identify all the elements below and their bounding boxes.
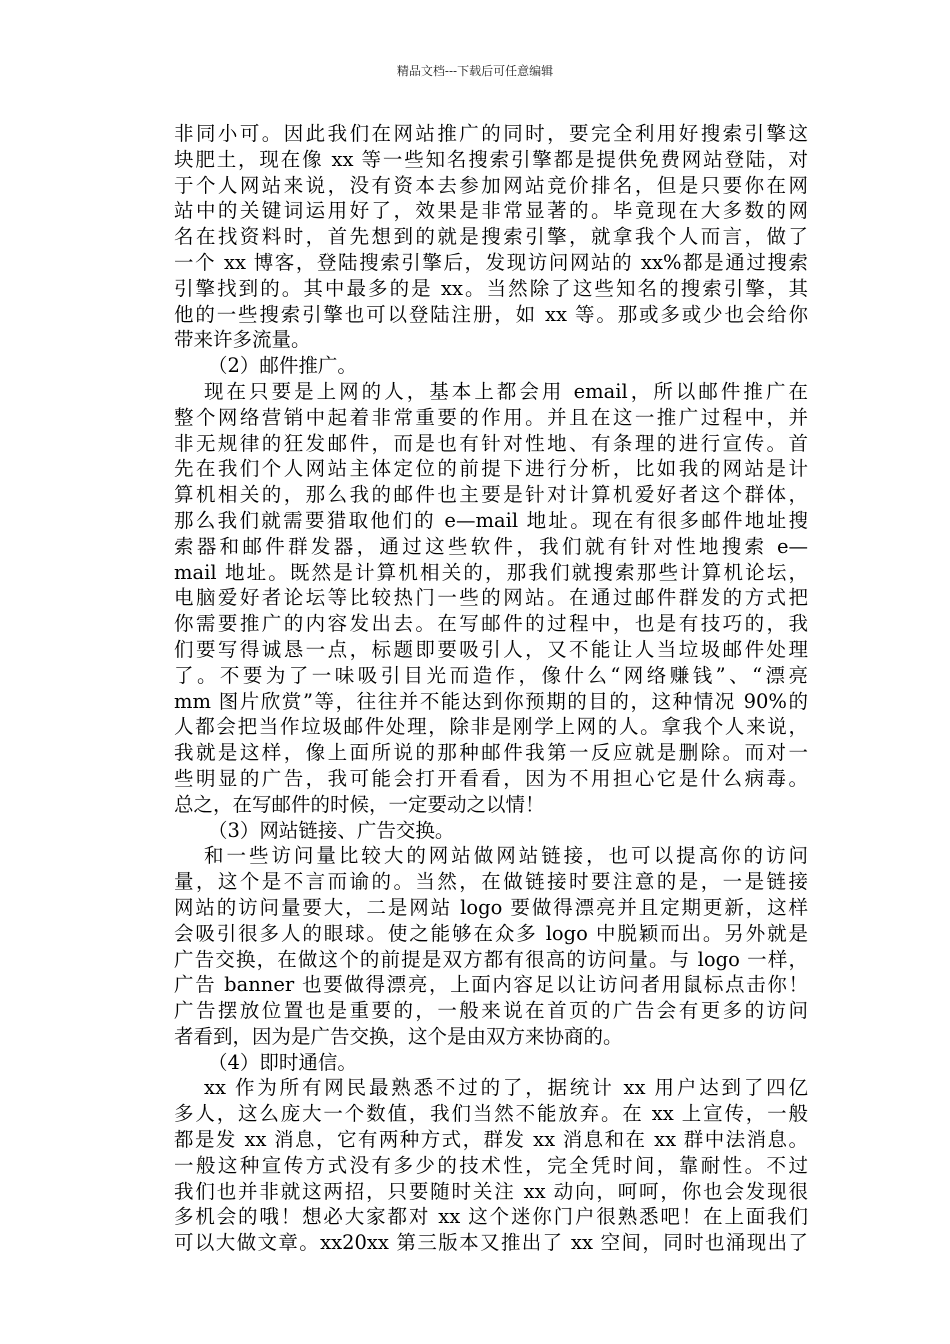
text-line: 整个网络营销中起着非常重要的作用。并且在这一推广过程中，并: [174, 405, 808, 429]
page-header: 精品文档---下载后可任意编辑: [396, 64, 554, 78]
text-line: 们要写得诚恳一点，标题即要吸引人，又不能让人当垃圾邮件处理: [174, 637, 808, 661]
text-line: 量，这个是不言而谕的。当然，在做链接时要注意的是，一是链接: [174, 870, 808, 894]
text-line: 和一些访问量比较大的网站做网站链接，也可以提高你的访问: [204, 844, 808, 868]
text-line: 算机相关的，那么我的邮件也主要是针对计算机爱好者这个群体，: [174, 483, 808, 507]
text-line: 多人，这么庞大一个数值，我们当然不能放弃。在 xx 上宣传，一般: [174, 1102, 808, 1126]
text-line: 多机会的哦！想必大家都对 xx 这个迷你门户很熟悉吧！在上面我们: [174, 1205, 808, 1229]
paragraph: [174, 843, 808, 1049]
text-line: 非无规律的狂发邮件，而是也有针对性地、有条理的进行宣传。首: [174, 431, 808, 455]
text-line: （3）网站链接、广告交换。: [208, 818, 455, 842]
text-line: 我们也并非就这两招，只要随时关注 xx 动向，呵呵，你也会发现很: [174, 1179, 808, 1203]
section-heading: [174, 1050, 808, 1076]
text-line: 一个 xx 博客，登陆搜索引擎后，发现访问网站的 xx%都是通过搜索: [174, 250, 808, 274]
paragraph: [174, 121, 808, 353]
text-line: mm 图片欣赏”等，往往并不能达到你预期的目的，这种情况 90%的: [174, 689, 808, 713]
document-body: [174, 121, 808, 1256]
text-line: 站中的关键词运用好了，效果是非常显著的。毕竟现在大多数的网: [174, 199, 808, 223]
text-line: 些明显的广告，我可能会打开看看，因为不用担心它是什么病毒。: [174, 766, 808, 790]
text-line: 电脑爱好者论坛等比较热门一些的网站。在通过邮件群发的方式把: [174, 586, 808, 610]
text-line: 广告交换，在做这个的前提是双方都有很高的访问量。与 logo 一样，: [174, 947, 808, 971]
paragraph: [174, 1075, 808, 1256]
paragraph: [174, 379, 808, 818]
text-line: 索器和邮件群发器，通过这些软件，我们就有针对性地搜索 e—: [174, 534, 808, 558]
text-line: 你需要推广的内容发出去。在写邮件的过程中，也是有技巧的，我: [174, 612, 808, 636]
text-line: 会吸引很多人的眼球。使之能够在众多 logo 中脱颖而出。另外就是: [174, 921, 808, 945]
text-line: 都是发 xx 消息，它有两种方式，群发 xx 消息和在 xx 群中法消息。: [174, 1128, 808, 1152]
text-line: 了。不要为了一味吸引目光而造作，像什么“网络赚钱”、“漂亮: [174, 663, 808, 687]
text-line: 人都会把当作垃圾邮件处理，除非是刚学上网的人。拿我个人来说，: [174, 715, 808, 739]
text-line: 广告 banner 也要做得漂亮，上面内容足以让访问者用鼠标点击你！: [174, 973, 808, 997]
text-line: mail 地址。既然是计算机相关的，那我们就搜索那些计算机论坛，: [174, 560, 808, 584]
text-line: 那么我们就需要猎取他们的 e—mail 地址。现在有很多邮件地址搜: [174, 508, 808, 532]
section-heading: [174, 818, 808, 844]
text-line: 非同小可。因此我们在网站推广的同时，要完全利用好搜索引擎这: [174, 122, 808, 145]
section-heading: [174, 353, 808, 379]
text-line: （2）邮件推广。: [208, 354, 357, 378]
text-line: 于个人网站来说，没有资本去参加网站竞价排名，但是只要你在网: [174, 173, 808, 197]
text-line: 可以大做文章。xx20xx 第三版本又推出了 xx 空间，同时也涌现出了: [174, 1231, 808, 1255]
text-line: 我就是这样，像上面所说的那种邮件我第一反应就是删除。而对一: [174, 741, 808, 765]
text-line: 先在我们个人网站主体定位的前提下进行分析，比如我的网站是计: [174, 457, 808, 481]
text-line: 名在找资料时，首先想到的就是搜索引擎，就拿我个人而言，做了: [174, 225, 808, 249]
text-line: 广告摆放位置也是重要的，一般来说在首页的广告会有更多的访问: [174, 999, 808, 1023]
text-line: xx 作为所有网民最熟悉不过的了，据统计 xx 用户达到了四亿: [204, 1076, 808, 1100]
text-line: 者看到，因为是广告交换，这个是由双方来协商的。: [174, 1024, 623, 1048]
text-line: 引擎找到的。其中最多的是 xx。当然除了这些知名的搜索引擎，其: [174, 276, 808, 300]
text-line: 总之，在写邮件的时候，一定要动之以情！: [174, 792, 545, 816]
text-line: 网站的访问量要大，二是网站 logo 要做得漂亮并且定期更新，这样: [174, 895, 808, 919]
text-line: 块肥土，现在像 xx 等一些知名搜索引擎都是提供免费网站登陆，对: [174, 147, 808, 171]
text-line: （4）即时通信。: [208, 1050, 357, 1074]
text-line: 一般这种宣传方式没有多少的技术性，完全凭时间，靠耐性。不过: [174, 1153, 808, 1177]
text-line: 他的一些搜索引擎也可以登陆注册，如 xx 等。那或多或少也会给你: [174, 302, 808, 326]
text-line: 带来许多流量。: [174, 328, 311, 352]
text-line: 现在只要是上网的人，基本上都会用 email，所以邮件推广在: [204, 379, 808, 403]
